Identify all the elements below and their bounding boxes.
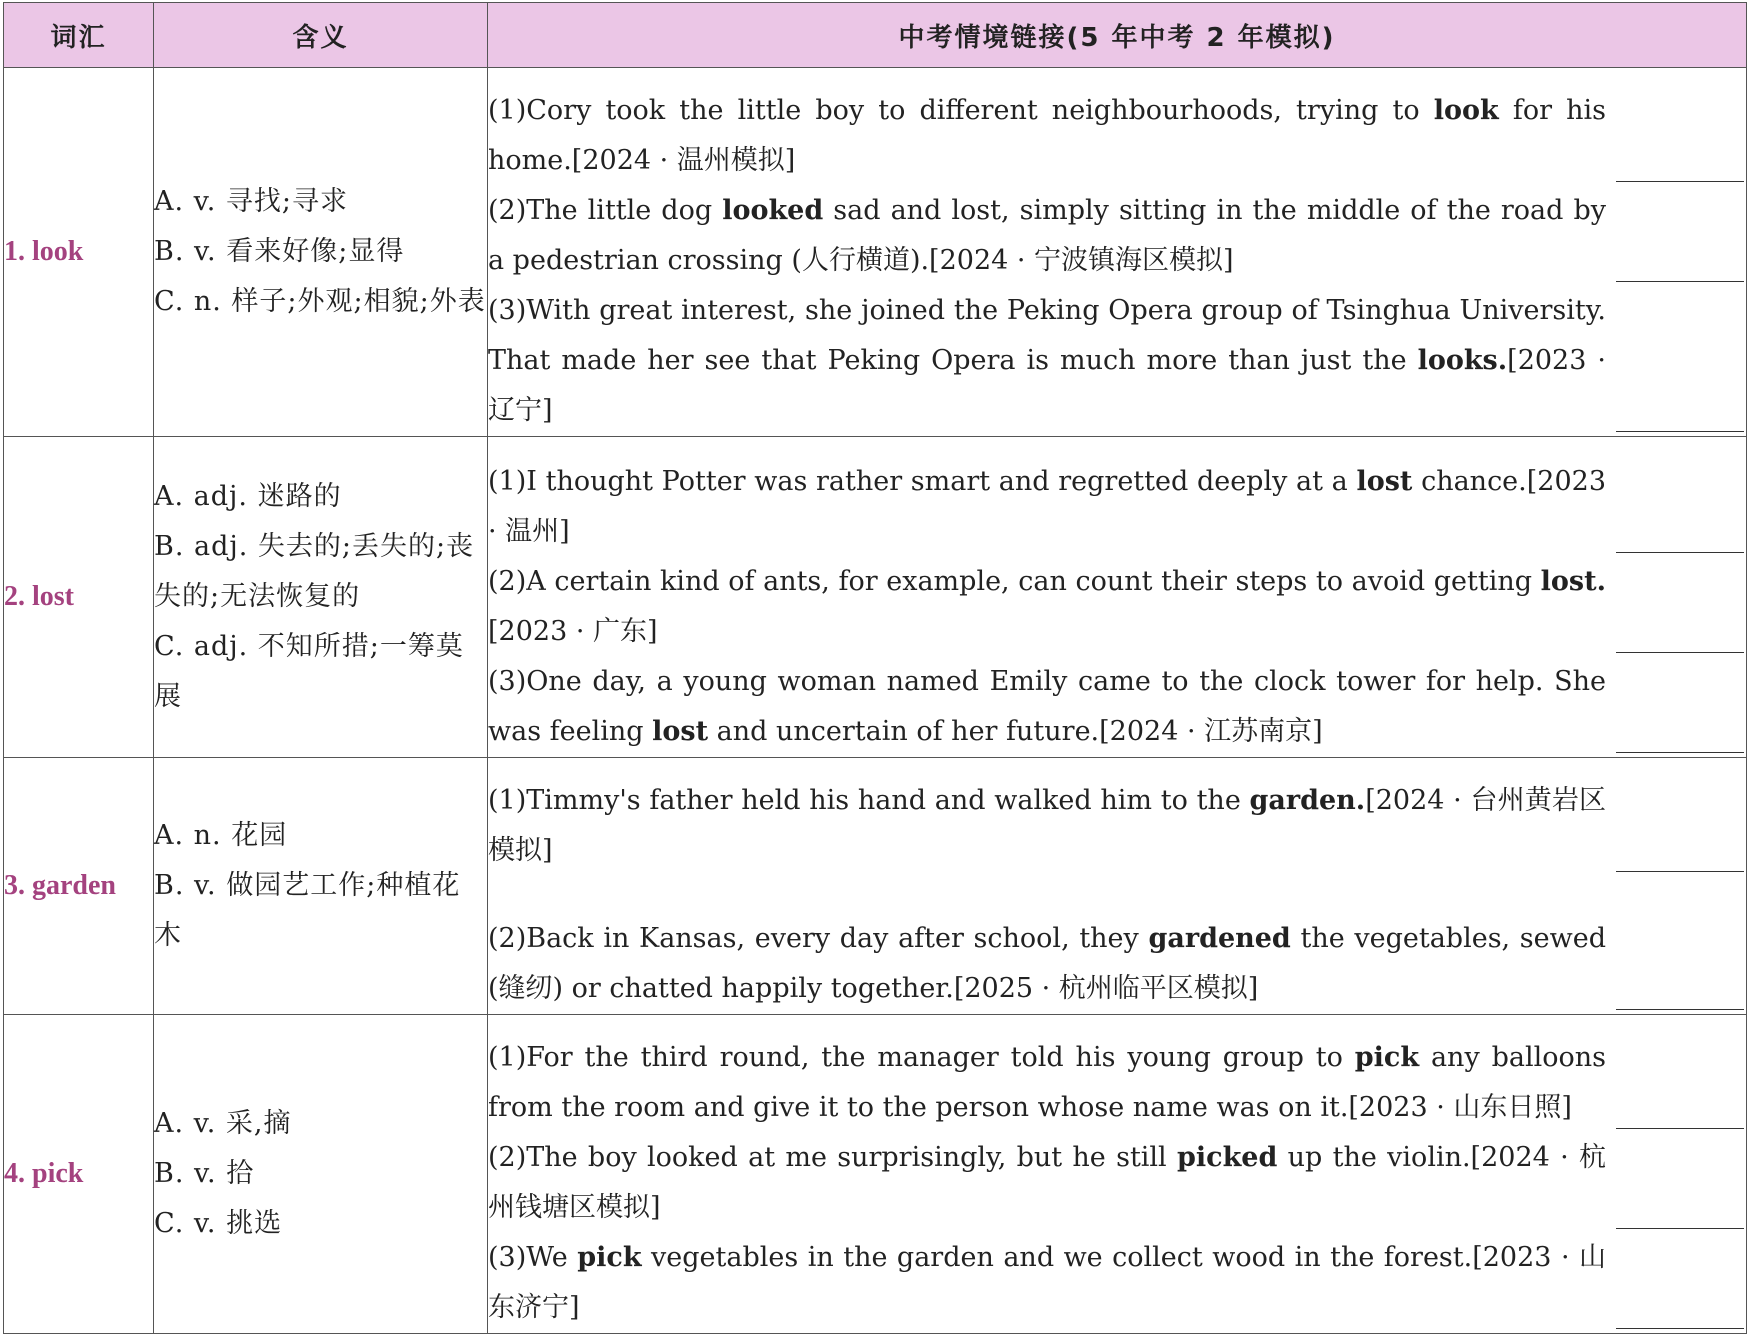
answer-blank[interactable]	[1616, 181, 1744, 182]
example-sentence	[488, 86, 1746, 186]
sentence-text: up the violin.[2024 · 杭州钱塘区模拟]	[488, 1142, 1606, 1223]
meaning-item: C. n. 样子;外观;相貌;外表	[154, 286, 486, 317]
meaning-item: C. adj. 不知所措;一筹莫展	[154, 631, 464, 712]
example-sentence	[488, 1033, 1746, 1133]
meaning-item: A. n. 花园	[154, 820, 288, 851]
highlighted-word: looks.	[1417, 345, 1508, 376]
answer-blank[interactable]	[1616, 652, 1744, 653]
table-header	[4, 3, 1747, 68]
example-sentence	[488, 1133, 1746, 1233]
sentence-text: (1)For the third round, the manager told his young group to	[488, 1042, 1355, 1073]
example-sentence	[488, 776, 1746, 876]
answer-blank[interactable]	[1616, 752, 1744, 753]
vocab-word: 2. lost	[4, 437, 154, 758]
sentence-text: (1)Timmy's father held his hand and walked him to the	[488, 785, 1250, 816]
highlighted-word: picked	[1177, 1142, 1278, 1173]
example-sentence	[488, 657, 1746, 757]
meaning-cell	[154, 68, 488, 437]
meaning-item: C. v. 挑选	[154, 1208, 283, 1239]
sentence-text: (3)We	[488, 1242, 578, 1273]
example-sentence	[488, 1233, 1746, 1333]
meaning-cell	[154, 1015, 488, 1334]
sentence-text: any balloons from the room and give it to the person whose name was on it.[2023 · 山东日照]	[488, 1042, 1606, 1123]
example-sentence	[488, 286, 1746, 436]
vocab-table	[3, 2, 1747, 1334]
header-context: 中考情境链接(5 年中考 2 年模拟)	[488, 3, 1747, 68]
examples-cell	[488, 68, 1747, 437]
answer-blank[interactable]	[1616, 1228, 1744, 1229]
example-sentence	[488, 457, 1746, 557]
answer-blank[interactable]	[1616, 281, 1744, 282]
highlighted-word: lost	[1356, 466, 1413, 497]
highlighted-word: look	[1433, 95, 1499, 126]
highlighted-word: lost	[652, 716, 709, 747]
sentence-text: sad and lost, simply sitting in the middle of the road by a pedestrian crossing (人行横道).[2024 · 宁波镇海区模拟]	[488, 195, 1606, 276]
table-body	[4, 68, 1747, 1334]
table-row	[4, 437, 1747, 758]
answer-blank[interactable]	[1616, 1128, 1744, 1129]
sentence-text: chance.[2023 · 温州]	[488, 466, 1606, 547]
sentence-text: (2)The little dog	[488, 195, 723, 226]
sentence-text: (2)The boy looked at me surprisingly, but he still	[488, 1142, 1178, 1173]
example-sentence	[488, 914, 1746, 1014]
example-sentence	[488, 186, 1746, 286]
header-meaning: 含义	[154, 3, 488, 68]
sentence-text: the vegetables, sewed (缝纫) or chatted happily together.[2025 · 杭州临平区模拟]	[488, 923, 1607, 1004]
answer-blank[interactable]	[1616, 1328, 1744, 1329]
vocab-word: 1. look	[4, 68, 154, 437]
sentence-text: [2024 · 台州黄岩区模拟]	[488, 785, 1606, 866]
sentence-text: (1)I thought Potter was rather smart and regretted deeply at a	[488, 466, 1357, 497]
answer-blank[interactable]	[1616, 871, 1744, 872]
sentence-text: [2023 · 广东]	[488, 616, 658, 647]
examples-cell	[488, 758, 1747, 1015]
answer-blank[interactable]	[1616, 431, 1744, 432]
highlighted-word: looked	[722, 195, 824, 226]
meaning-item: A. adj. 迷路的	[154, 481, 342, 512]
examples-cell	[488, 437, 1747, 758]
answer-blank[interactable]	[1616, 552, 1744, 553]
meaning-item: B. v. 看来好像;显得	[154, 236, 405, 267]
highlighted-word: gardened	[1148, 923, 1291, 954]
sentence-text: (3)With great interest, she joined the Peking Opera group of Tsinghua University. That made her see that Peking Opera is much more than just the	[488, 295, 1606, 376]
highlighted-word: garden.	[1249, 785, 1366, 816]
sentence-text: (1)Cory took the little boy to different neighbourhoods, trying to	[488, 95, 1434, 126]
examples-cell	[488, 1015, 1747, 1334]
sentence-text: [2023 · 辽宁]	[488, 345, 1606, 426]
sentence-text: (2)Back in Kansas, every day after school, they	[488, 923, 1149, 954]
highlighted-word: lost.	[1540, 566, 1606, 597]
answer-blank[interactable]	[1616, 1009, 1744, 1010]
meaning-cell	[154, 758, 488, 1015]
meaning-item: A. v. 采,摘	[154, 1108, 292, 1139]
meaning-item: B. v. 做园艺工作;种植花木	[154, 870, 461, 951]
sentence-text: for his home.[2024 · 温州模拟]	[488, 95, 1607, 176]
sentence-text: (3)One day, a young woman named Emily came to the clock tower for help. She was feeling	[488, 666, 1606, 747]
meaning-item: B. adj. 失去的;丢失的;丧失的;无法恢复的	[154, 531, 475, 612]
sentence-text: vegetables in the garden and we collect wood in the forest.[2023 · 山东济宁]	[488, 1242, 1607, 1323]
header-word: 词汇	[4, 3, 154, 68]
table-row	[4, 68, 1747, 437]
sentence-text: and uncertain of her future.[2024 · 江苏南京]	[708, 716, 1323, 747]
highlighted-word: pick	[577, 1242, 642, 1273]
sentence-text: (2)A certain kind of ants, for example, can count their steps to avoid getting	[488, 566, 1541, 597]
meaning-cell	[154, 437, 488, 758]
meaning-item: A. v. 寻找;寻求	[154, 186, 348, 217]
table-row	[4, 1015, 1747, 1334]
meaning-item: B. v. 拾	[154, 1158, 255, 1189]
example-sentence	[488, 557, 1746, 657]
vocab-word: 3. garden	[4, 758, 154, 1015]
highlighted-word: pick	[1354, 1042, 1420, 1073]
table-row	[4, 758, 1747, 1015]
vocab-word: 4. pick	[4, 1015, 154, 1334]
